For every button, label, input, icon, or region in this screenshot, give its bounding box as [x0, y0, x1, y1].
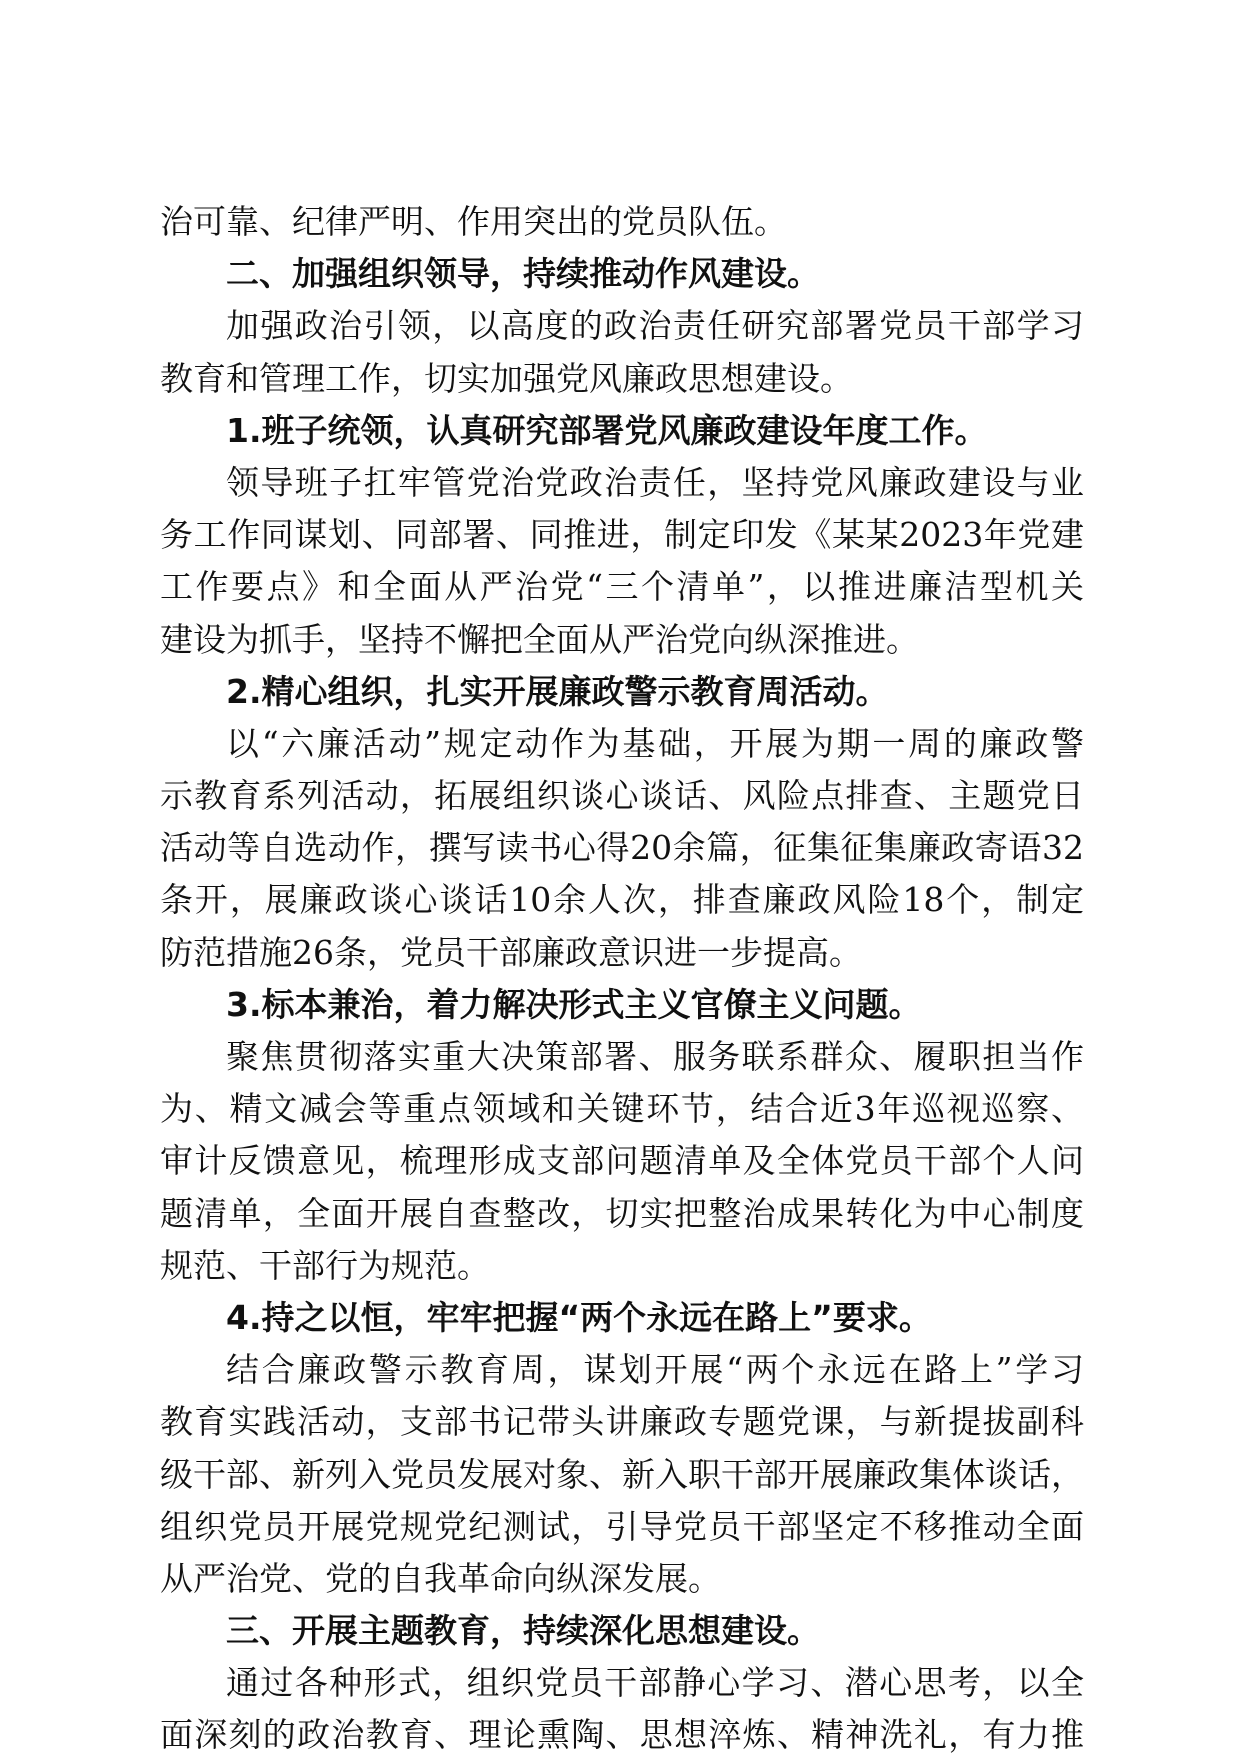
body-line: 活动等自选动作，撰写读书心得20余篇，征集征集廉政寄语32 [160, 828, 1084, 868]
body-line: 题清单，全面开展自查整改，切实把整治成果转化为中心制度 [160, 1193, 1084, 1233]
subsection-heading: 4.持之以恒，牢牢把握“两个永远在路上”要求。 [226, 1297, 932, 1337]
body-line: 面深刻的政治教育、理论熏陶、思想淬炼、精神洗礼，有力推 [160, 1715, 1084, 1755]
body-line: 建设为抓手，坚持不懈把全面从严治党向纵深推进。 [160, 619, 919, 659]
subsection-heading: 2.精心组织，扎实开展廉政警示教育周活动。 [226, 671, 889, 711]
body-line: 教育和管理工作，切实加强党风廉政思想建设。 [160, 358, 853, 398]
document-page [160, 196, 1084, 1762]
section-heading: 三、开展主题教育，持续深化思想建设。 [226, 1611, 820, 1651]
paragraph-first-line: 通过各种形式，组织党员干部静心学习、潜心思考，以全 [226, 1663, 1084, 1703]
body-line: 规范、干部行为规范。 [160, 1245, 490, 1285]
paragraph-first-line: 领导班子扛牢管党治党政治责任，坚持党风廉政建设与业 [226, 462, 1084, 502]
body-line: 防范措施26条，党员干部廉政意识进一步提高。 [160, 932, 862, 972]
paragraph-first-line: 结合廉政警示教育周，谋划开展“两个永远在路上”学习 [226, 1350, 1084, 1390]
subsection-heading: 1.班子统领，认真研究部署党风廉政建设年度工作。 [226, 410, 988, 450]
body-line: 务工作同谋划、同部署、同推进，制定印发《某某2023年党建 [160, 515, 1084, 555]
paragraph-first-line: 加强政治引领，以高度的政治责任研究部署党员干部学习 [226, 306, 1084, 346]
body-line: 级干部、新列入党员发展对象、新入职干部开展廉政集体谈话， [160, 1454, 1084, 1494]
body-line: 审计反馈意见，梳理形成支部问题清单及全体党员干部个人问 [160, 1141, 1084, 1181]
section-heading: 二、加强组织领导，持续推动作风建设。 [226, 254, 820, 294]
body-line: 从严治党、党的自我革命向纵深发展。 [160, 1558, 721, 1598]
paragraph-first-line: 以“六廉活动”规定动作为基础，开展为期一周的廉政警 [226, 723, 1084, 763]
body-line: 条开，展廉政谈心谈话10余人次，排查廉政风险18个，制定 [160, 880, 1084, 920]
body-line: 工作要点》和全面从严治党“三个清单”，以推进廉洁型机关 [160, 567, 1084, 607]
body-line: 组织党员开展党规党纪测试，引导党员干部坚定不移推动全面 [160, 1506, 1084, 1546]
body-line: 治可靠、纪律严明、作用突出的党员队伍。 [160, 202, 787, 241]
body-line: 示教育系列活动，拓展组织谈心谈话、风险点排查、主题党日 [160, 776, 1084, 816]
subsection-heading: 3.标本兼治，着力解决形式主义官僚主义问题。 [226, 984, 922, 1024]
paragraph-first-line: 聚焦贯彻落实重大决策部署、服务联系群众、履职担当作 [226, 1037, 1084, 1076]
body-line: 教育实践活动，支部书记带头讲廉政专题党课，与新提拔副科 [160, 1402, 1084, 1442]
body-line: 为、精文减会等重点领域和关键环节，结合近3年巡视巡察、 [160, 1089, 1084, 1129]
